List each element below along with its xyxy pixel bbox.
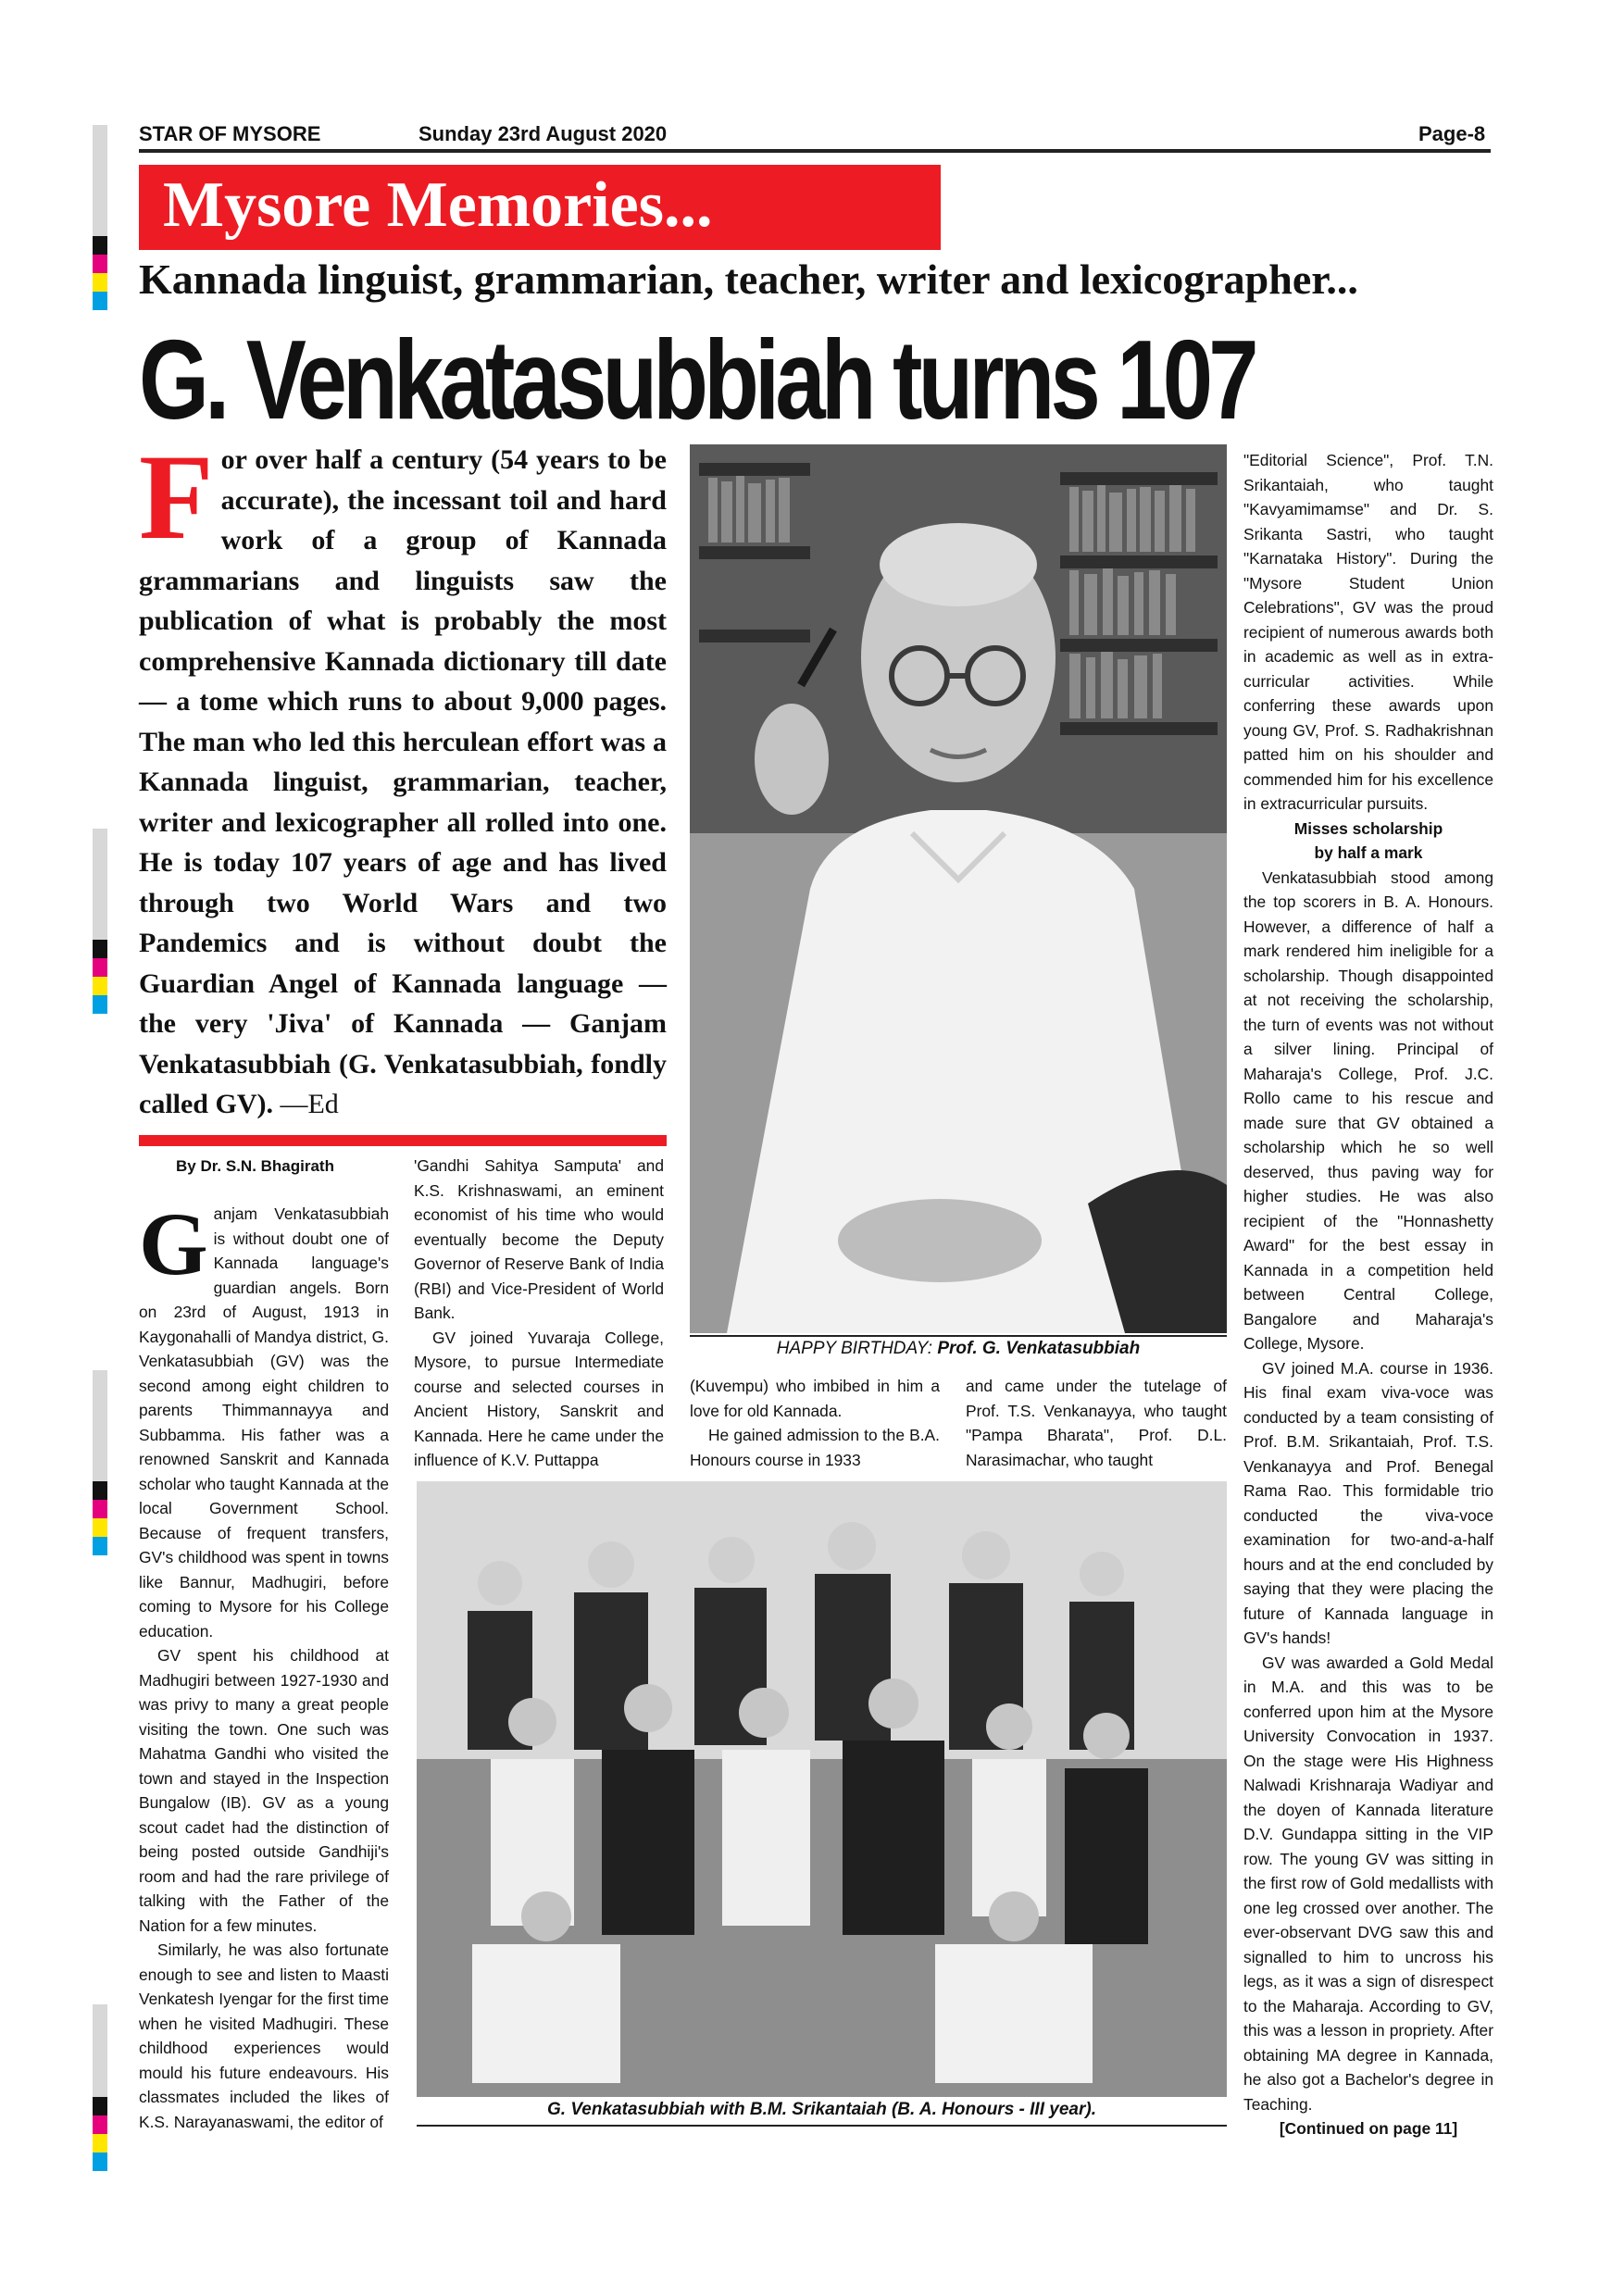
col5-para-4: GV was awarded a Gold Medal in M.A. and this was to be conferred upon him at the Mysore University Convocation in 1937. On the stage were His Highness Nalwadi Krishnaraja Wadiyar and the doyen of Kannada literature D.V. Gundappa sitting in the VIP row. The young GV was sitting in the first row of Gold medallists with one leg crossed over another. The ever-observant DVG saw this and signalled to him to uncross his legs, as it was a sign of disrespect to the Maharaja. According to GV, this was a lesson in propriety. After obtaining MA degree in Kannada, he also got a Bachelor's degree in Teaching. <box>1243 1653 1493 2114</box>
photo1-rule <box>690 1335 1227 1337</box>
registration-marks-1 <box>93 125 107 310</box>
headline: G. Venkatasubbiah turns 107 <box>139 317 1255 443</box>
portrait-photo <box>690 444 1227 1333</box>
paper-name: STAR OF MYSORE <box>139 122 321 145</box>
section-banner <box>139 165 941 250</box>
col2-para-2: GV joined Yuvaraja College, Mysore, to pursue Intermediate course and selected courses in Ancient History, Sanskrit and Kannada. Here he came under the influence of K.V. Puttappa <box>414 1328 664 1469</box>
article-column-2 <box>414 1154 664 1473</box>
col5-para-2: Venkatasubbiah stood among the top scorers in B. A. Honours. However, a difference of half a mark rendered him ineligible for a scholarship. Though disappointed at not receiving the scholarship, the turn of events was not without a silver lining. Principal of Maharaja's College, Prof. J.C. Rollo came to his rescue and made sure that GV obtained a scholarship which he so well deserved, thus paving way for higher studies. He was also recipient of the "Honnashetty Award" for the best essay in Kannada in a competition held between Central College, Bangalore and Maharaja's College, Mysore. <box>1243 867 1493 1353</box>
col5-para-1: "Editorial Science", Prof. T.N. Srikantaiah, who taught "Kavyamimamse" and Dr. S. Srikanta Sastri, who taught "Karnataka History". During the "Mysore Student Union Celebrations", GV was the proud recipient of numerous awards both in academic as well as in extra-curricular activities. While conferring these awards upon young GV, Prof. S. Radhakrishnan patted him on his shoulder and commended him for his excellence in extracurricular pursuits. <box>1243 451 1493 813</box>
col2-para-1: 'Gandhi Sahitya Samputa' and K.S. Krishnaswami, an eminent economist of his time who would eventually become the Deputy Governor of Reserve Bank of India (RBI) and Vice-President of World Bank. <box>414 1156 664 1322</box>
continued-note[interactable]: [Continued on page 11] <box>1279 2119 1458 2138</box>
article-column-4 <box>966 1374 1227 1472</box>
col1-dropcap: G <box>139 1194 208 1293</box>
intro-dropcap: F <box>139 429 214 565</box>
col5-para-3: GV joined M.A. course in 1936. His final exam viva-voce was conducted by a team consisting of Prof. B.M. Srikantaiah, Prof. T.S. Venkanayya and Prof. Benegal Rama Rao. This formidable trio conducted the viva-voce examination for two-and-a-half hours and at the end concluded by saying that they were placing the future of Kannada language in GV's hands! <box>1243 1358 1493 1647</box>
col3-para-2: He gained admission to the B.A. Honours course in 1933 <box>690 1426 940 1469</box>
col1-para-1-text: anjam Venkatasubbiah is without doubt one of Kannada language's guardian angels. Born on 23rd of August, 1913 in Kaygonahalli of Mandya district, G. Venkatasubbiah (GV) was the second among eight children to parents Thimmannayya and Subbamma. His father was a renowned Sanskrit and Kannada scholar who taught Kannada at the local Government School. Because of frequent transfers, GV's childhood was spent in towns like Bannur, Madhugiri, before coming to Mysore for his College education. <box>139 1204 389 1641</box>
sub-headline: Kannada linguist, grammarian, teacher, writer and lexicographer... <box>139 256 1358 303</box>
col4-para-1: and came under the tutelage of Prof. T.S. Venkanayya, who taught "Pampa Bharata", Prof. D.L. Narasimachar, who taught <box>966 1377 1227 1469</box>
photo2-caption: G. Venkatasubbiah with B.M. Srikantaiah (B. A. Honours - III year). <box>547 2100 1096 2119</box>
byline: By Dr. S.N. Bhagirath <box>176 1157 334 1175</box>
photo1-caption <box>690 1339 1227 1359</box>
article-column-5 <box>1243 448 1493 2141</box>
photo1-caption-label: HAPPY BIRTHDAY: <box>776 1339 933 1358</box>
col1-para-3: Similarly, he was also fortunate enough to see and listen to Maasti Venkatesh Iyengar for the first time when he visited Madhugiri. These childhood experiences would mould his future endeavours. His classmates included the likes of K.S. Narayanaswami, the editor of <box>139 1940 389 2131</box>
col1-para-2: GV spent his childhood at Madhugiri between 1927-1930 and was privy to many a great people visiting the town. One such was Mahatma Gandhi who visited the town and stayed in the Inspection Bungalow (IB). GV as a young scout cadet had the distinction of being posted outside Gandhiji's room and had the rare privilege of talking with the Father of the Nation for a few minutes. <box>139 1646 389 1935</box>
intro-paragraph <box>139 429 667 1125</box>
header-rule <box>139 149 1491 153</box>
col1-para-1 <box>139 1194 389 1643</box>
intro-red-bar <box>139 1135 667 1146</box>
intro-text: or over half a century (54 years to be accurate), the incessant toil and hard work of a group of Kannada grammarians and linguists saw the publication of what is probably the most comprehensive Kannada dictionary till date — a tome which runs to about 9,000 pages. The man who led this herculean effort was a Kannada linguist, grammarian, teacher, writer and lexicographer all rolled into one. He is today 107 years of age and has lived through two World Wars and two Pandemics and is without doubt the Guardian Angel of Kannada language — the very 'Jiva' of Kannada — Ganjam Venkatasubbiah (G. Venkatasubbiah, fondly called GV). <box>139 444 667 1119</box>
article-column-3 <box>690 1374 940 1472</box>
group-photo <box>417 1481 1227 2097</box>
section-banner-title: Mysore Memories... <box>163 169 713 241</box>
registration-marks-3 <box>93 1370 107 1555</box>
photo2-rule <box>417 2125 1227 2127</box>
issue-date: Sunday 23rd August 2020 <box>418 122 668 145</box>
col5-subhead-2: by half a mark <box>1314 843 1423 862</box>
photo1-caption-name: Prof. G. Venkatasubbiah <box>937 1339 1141 1358</box>
col3-para-1: (Kuvempu) who imbibed in him a love for old Kannada. <box>690 1377 940 1420</box>
col5-subhead-1: Misses scholarship <box>1293 818 1443 838</box>
registration-marks-2 <box>93 829 107 1014</box>
intro-signoff: —Ed <box>280 1089 339 1119</box>
group-photo-image <box>417 1481 1227 2097</box>
article-column-1 <box>139 1194 389 2134</box>
registration-marks-4 <box>93 2004 107 2171</box>
page-number: Page-8 <box>1418 122 1486 145</box>
portrait-photo-image <box>690 444 1227 1333</box>
